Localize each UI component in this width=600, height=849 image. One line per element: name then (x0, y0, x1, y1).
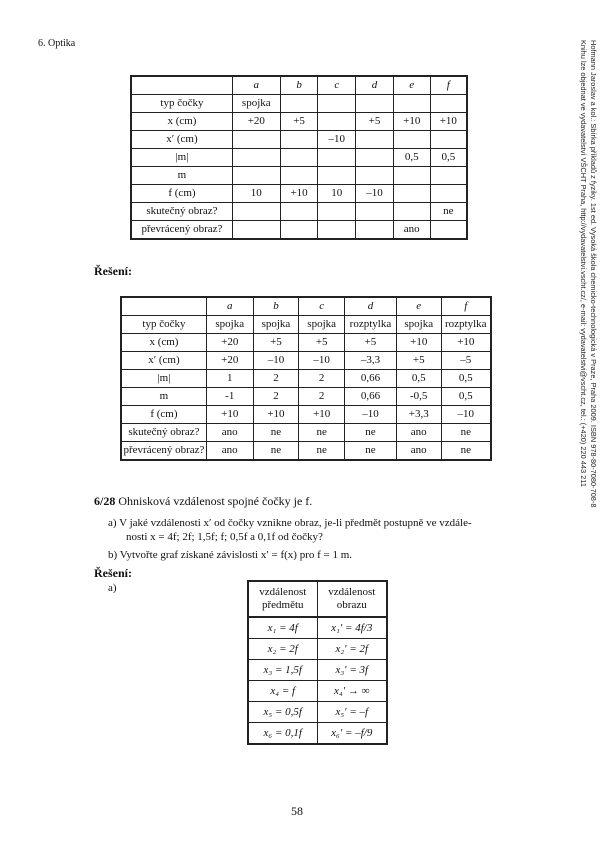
table-cell: 2 (299, 388, 345, 406)
table-row (131, 221, 467, 240)
header-cell: b (253, 297, 299, 316)
row-label: typ čočky (121, 316, 206, 334)
table-cell: 2 (299, 370, 345, 388)
table-cell: +10 (206, 406, 253, 424)
table-cell: 10 (232, 185, 280, 203)
table-cell: spojka (396, 316, 441, 334)
table-row (121, 334, 491, 352)
header-cell: d (356, 76, 394, 95)
table-cell: 0,5 (441, 370, 491, 388)
table-row (121, 316, 491, 334)
row-label: skutečný obraz? (121, 424, 206, 442)
table-cell: +10 (253, 406, 299, 424)
header-cell: e (396, 297, 441, 316)
table-cell: 0,66 (345, 370, 397, 388)
table-cell: +20 (232, 113, 280, 131)
table-cell: ano (206, 424, 253, 442)
table-cell: –10 (345, 406, 397, 424)
table-cell: +20 (206, 334, 253, 352)
table-row (131, 167, 467, 185)
side-note-line2: Knihu lze objednat ve vydavatelství VŠCHT Praha, http://vydavatelstvi.vscht.cz/, e-mail: vydavatelstvi@vscht.cz, tel.: (+420) 220 443 211 (579, 40, 589, 487)
table-cell (393, 131, 430, 149)
table-cell (232, 131, 280, 149)
table-cell (318, 113, 356, 131)
table-cell (393, 185, 430, 203)
table-cell (393, 203, 430, 221)
table-cell: +5 (280, 113, 318, 131)
table-cell (356, 221, 394, 240)
table-cell (356, 149, 394, 167)
header-cell: d (345, 297, 397, 316)
table-cell: ano (396, 424, 441, 442)
solution-table (120, 296, 492, 461)
table-cell: +10 (299, 406, 345, 424)
table-row (121, 406, 491, 424)
table-cell (232, 149, 280, 167)
table-header-row (121, 297, 491, 316)
table-cell: x₃ = 1,5f (248, 660, 317, 681)
table-cell (280, 131, 318, 149)
table-cell: rozptylka (345, 316, 397, 334)
header-cell: f (441, 297, 491, 316)
table-row (121, 442, 491, 461)
table-cell: ne (441, 442, 491, 461)
header-cell: b (280, 76, 318, 95)
table-cell: +5 (299, 334, 345, 352)
table-cell (280, 221, 318, 240)
table-cell: 0,5 (393, 149, 430, 167)
table-cell (318, 149, 356, 167)
table-cell: 1 (206, 370, 253, 388)
table-cell: ne (441, 424, 491, 442)
table-cell (280, 95, 318, 113)
row-label: f (cm) (121, 406, 206, 424)
table-row (121, 352, 491, 370)
table-cell (318, 221, 356, 240)
problem-item-a-line2: nosti x = 4f; 2f; 1,5f; f; 0,5f a 0,1f od čočky? (126, 531, 323, 543)
table-cell (280, 167, 318, 185)
row-label: převrácený obraz? (121, 442, 206, 461)
row-label: x′ (cm) (121, 352, 206, 370)
table-cell: +10 (280, 185, 318, 203)
side-note (558, 40, 598, 600)
table-cell: 0,5 (430, 149, 467, 167)
table-cell: x₆′ = –f/9 (317, 723, 387, 745)
table-cell: –10 (356, 185, 394, 203)
table-row (248, 702, 387, 723)
table-cell (318, 203, 356, 221)
table-cell: spojka (253, 316, 299, 334)
header-cell: c (318, 76, 356, 95)
row-label: |m| (121, 370, 206, 388)
table-cell: +10 (441, 334, 491, 352)
table-row (248, 681, 387, 702)
table-cell: x₂ = 2f (248, 639, 317, 660)
table-cell (430, 131, 467, 149)
row-label: x (cm) (121, 334, 206, 352)
table-row (131, 203, 467, 221)
table-cell: 0,5 (441, 388, 491, 406)
table-cell: spojka (299, 316, 345, 334)
table-row (121, 424, 491, 442)
table-cell: x₅ = 0,5f (248, 702, 317, 723)
table-cell: 0,5 (396, 370, 441, 388)
header-cell (131, 76, 232, 95)
table-cell: –10 (441, 406, 491, 424)
problem-table (130, 75, 468, 240)
table-cell: +5 (396, 352, 441, 370)
row-label: |m| (131, 149, 232, 167)
table-cell: +5 (253, 334, 299, 352)
table-cell: +3,3 (396, 406, 441, 424)
table-row (121, 388, 491, 406)
header-cell: c (299, 297, 345, 316)
table-row (131, 185, 467, 203)
table-row (131, 149, 467, 167)
table-cell (356, 167, 394, 185)
table-cell: x₄ = f (248, 681, 317, 702)
table-cell (430, 167, 467, 185)
row-label: typ čočky (131, 95, 232, 113)
table-header-row (131, 76, 467, 95)
table-cell: +20 (206, 352, 253, 370)
distance-table (247, 580, 388, 745)
problem-item-a-line1: a) V jaké vzdálenosti x′ od čočky vznikne obraz, je-li předmět postupně ve vzdále- (108, 517, 472, 529)
table-cell: ne (345, 424, 397, 442)
problem-statement (94, 494, 312, 509)
table-cell (356, 95, 394, 113)
table-row (131, 95, 467, 113)
table-cell (393, 167, 430, 185)
table-cell: +5 (345, 334, 397, 352)
table-row (121, 370, 491, 388)
solution2-heading: Řešení: (94, 566, 132, 580)
header-cell: a (232, 76, 280, 95)
table-cell: –10 (318, 131, 356, 149)
table-cell: ne (253, 442, 299, 461)
table-header-row (248, 581, 387, 617)
header-cell: vzdálenost předmětu (248, 581, 317, 617)
running-header: 6. Optika (38, 38, 76, 49)
table-cell: x₅′ = –f (317, 702, 387, 723)
row-label: f (cm) (131, 185, 232, 203)
header-cell: vzdálenost obrazu (317, 581, 387, 617)
problem-number: 6/28 (94, 494, 116, 508)
table-cell: 2 (253, 388, 299, 406)
solution2-part-a: a) (108, 582, 117, 594)
table-cell: ne (345, 442, 397, 461)
table-cell: –5 (441, 352, 491, 370)
row-label: x (cm) (131, 113, 232, 131)
table-cell (318, 95, 356, 113)
page-number: 58 (291, 804, 303, 818)
table-cell (232, 167, 280, 185)
table-cell (356, 203, 394, 221)
table-cell (393, 95, 430, 113)
table-cell: ano (206, 442, 253, 461)
table-cell: 0,66 (345, 388, 397, 406)
table-cell: ne (430, 203, 467, 221)
table-cell (318, 167, 356, 185)
table-row (248, 639, 387, 660)
table-cell: ne (299, 424, 345, 442)
table-cell (356, 131, 394, 149)
table-cell (280, 203, 318, 221)
table-row (131, 131, 467, 149)
table-cell: x₄′ → ∞ (317, 681, 387, 702)
header-cell: e (393, 76, 430, 95)
table-cell (430, 185, 467, 203)
table-cell: -1 (206, 388, 253, 406)
problem-item-b: b) Vytvořte graf získané závislosti x′ = f(x) pro f = 1 m. (108, 549, 353, 561)
table-cell: –3,3 (345, 352, 397, 370)
row-label: převrácený obraz? (131, 221, 232, 240)
table-cell: 10 (318, 185, 356, 203)
header-cell: f (430, 76, 467, 95)
table-cell (280, 149, 318, 167)
table-cell (232, 203, 280, 221)
table-cell: x₆ = 0,1f (248, 723, 317, 745)
row-label: m (121, 388, 206, 406)
row-label: skutečný obraz? (131, 203, 232, 221)
table-cell: spojka (232, 95, 280, 113)
table-cell: +10 (430, 113, 467, 131)
table-cell: -0,5 (396, 388, 441, 406)
table-cell: –10 (299, 352, 345, 370)
table-cell: +5 (356, 113, 394, 131)
table-cell: ne (253, 424, 299, 442)
table-row (248, 660, 387, 681)
table-cell: x₂′ = 2f (317, 639, 387, 660)
table-cell: ano (393, 221, 430, 240)
header-cell (121, 297, 206, 316)
table-row (248, 617, 387, 639)
table-cell: 2 (253, 370, 299, 388)
table-cell: spojka (206, 316, 253, 334)
table-cell: x₁′ = 4f/3 (317, 617, 387, 639)
table-cell: rozptylka (441, 316, 491, 334)
table-cell: +10 (396, 334, 441, 352)
table-cell: ne (299, 442, 345, 461)
table-row (248, 723, 387, 745)
problem-title: Ohnisková vzdálenost spojné čočky je f. (118, 494, 313, 508)
table-row (131, 113, 467, 131)
table-cell: x₁ = 4f (248, 617, 317, 639)
row-label: m (131, 167, 232, 185)
table-cell: –10 (253, 352, 299, 370)
table-cell: +10 (393, 113, 430, 131)
table-cell (430, 95, 467, 113)
side-note-line1: Hofmann Jaroslav a kol.: Sbírka příkladů z fyziky. 1st ed. Vysoká škola chemicko-technologická v Praze, Praha 2009. ISBN 978-80-7080-708-8 (589, 40, 598, 508)
table-cell (430, 221, 467, 240)
table-cell: ano (396, 442, 441, 461)
table-cell: x₃′ = 3f (317, 660, 387, 681)
row-label: x′ (cm) (131, 131, 232, 149)
header-cell: a (206, 297, 253, 316)
table-cell (232, 221, 280, 240)
solution-heading: Řešení: (94, 264, 132, 278)
